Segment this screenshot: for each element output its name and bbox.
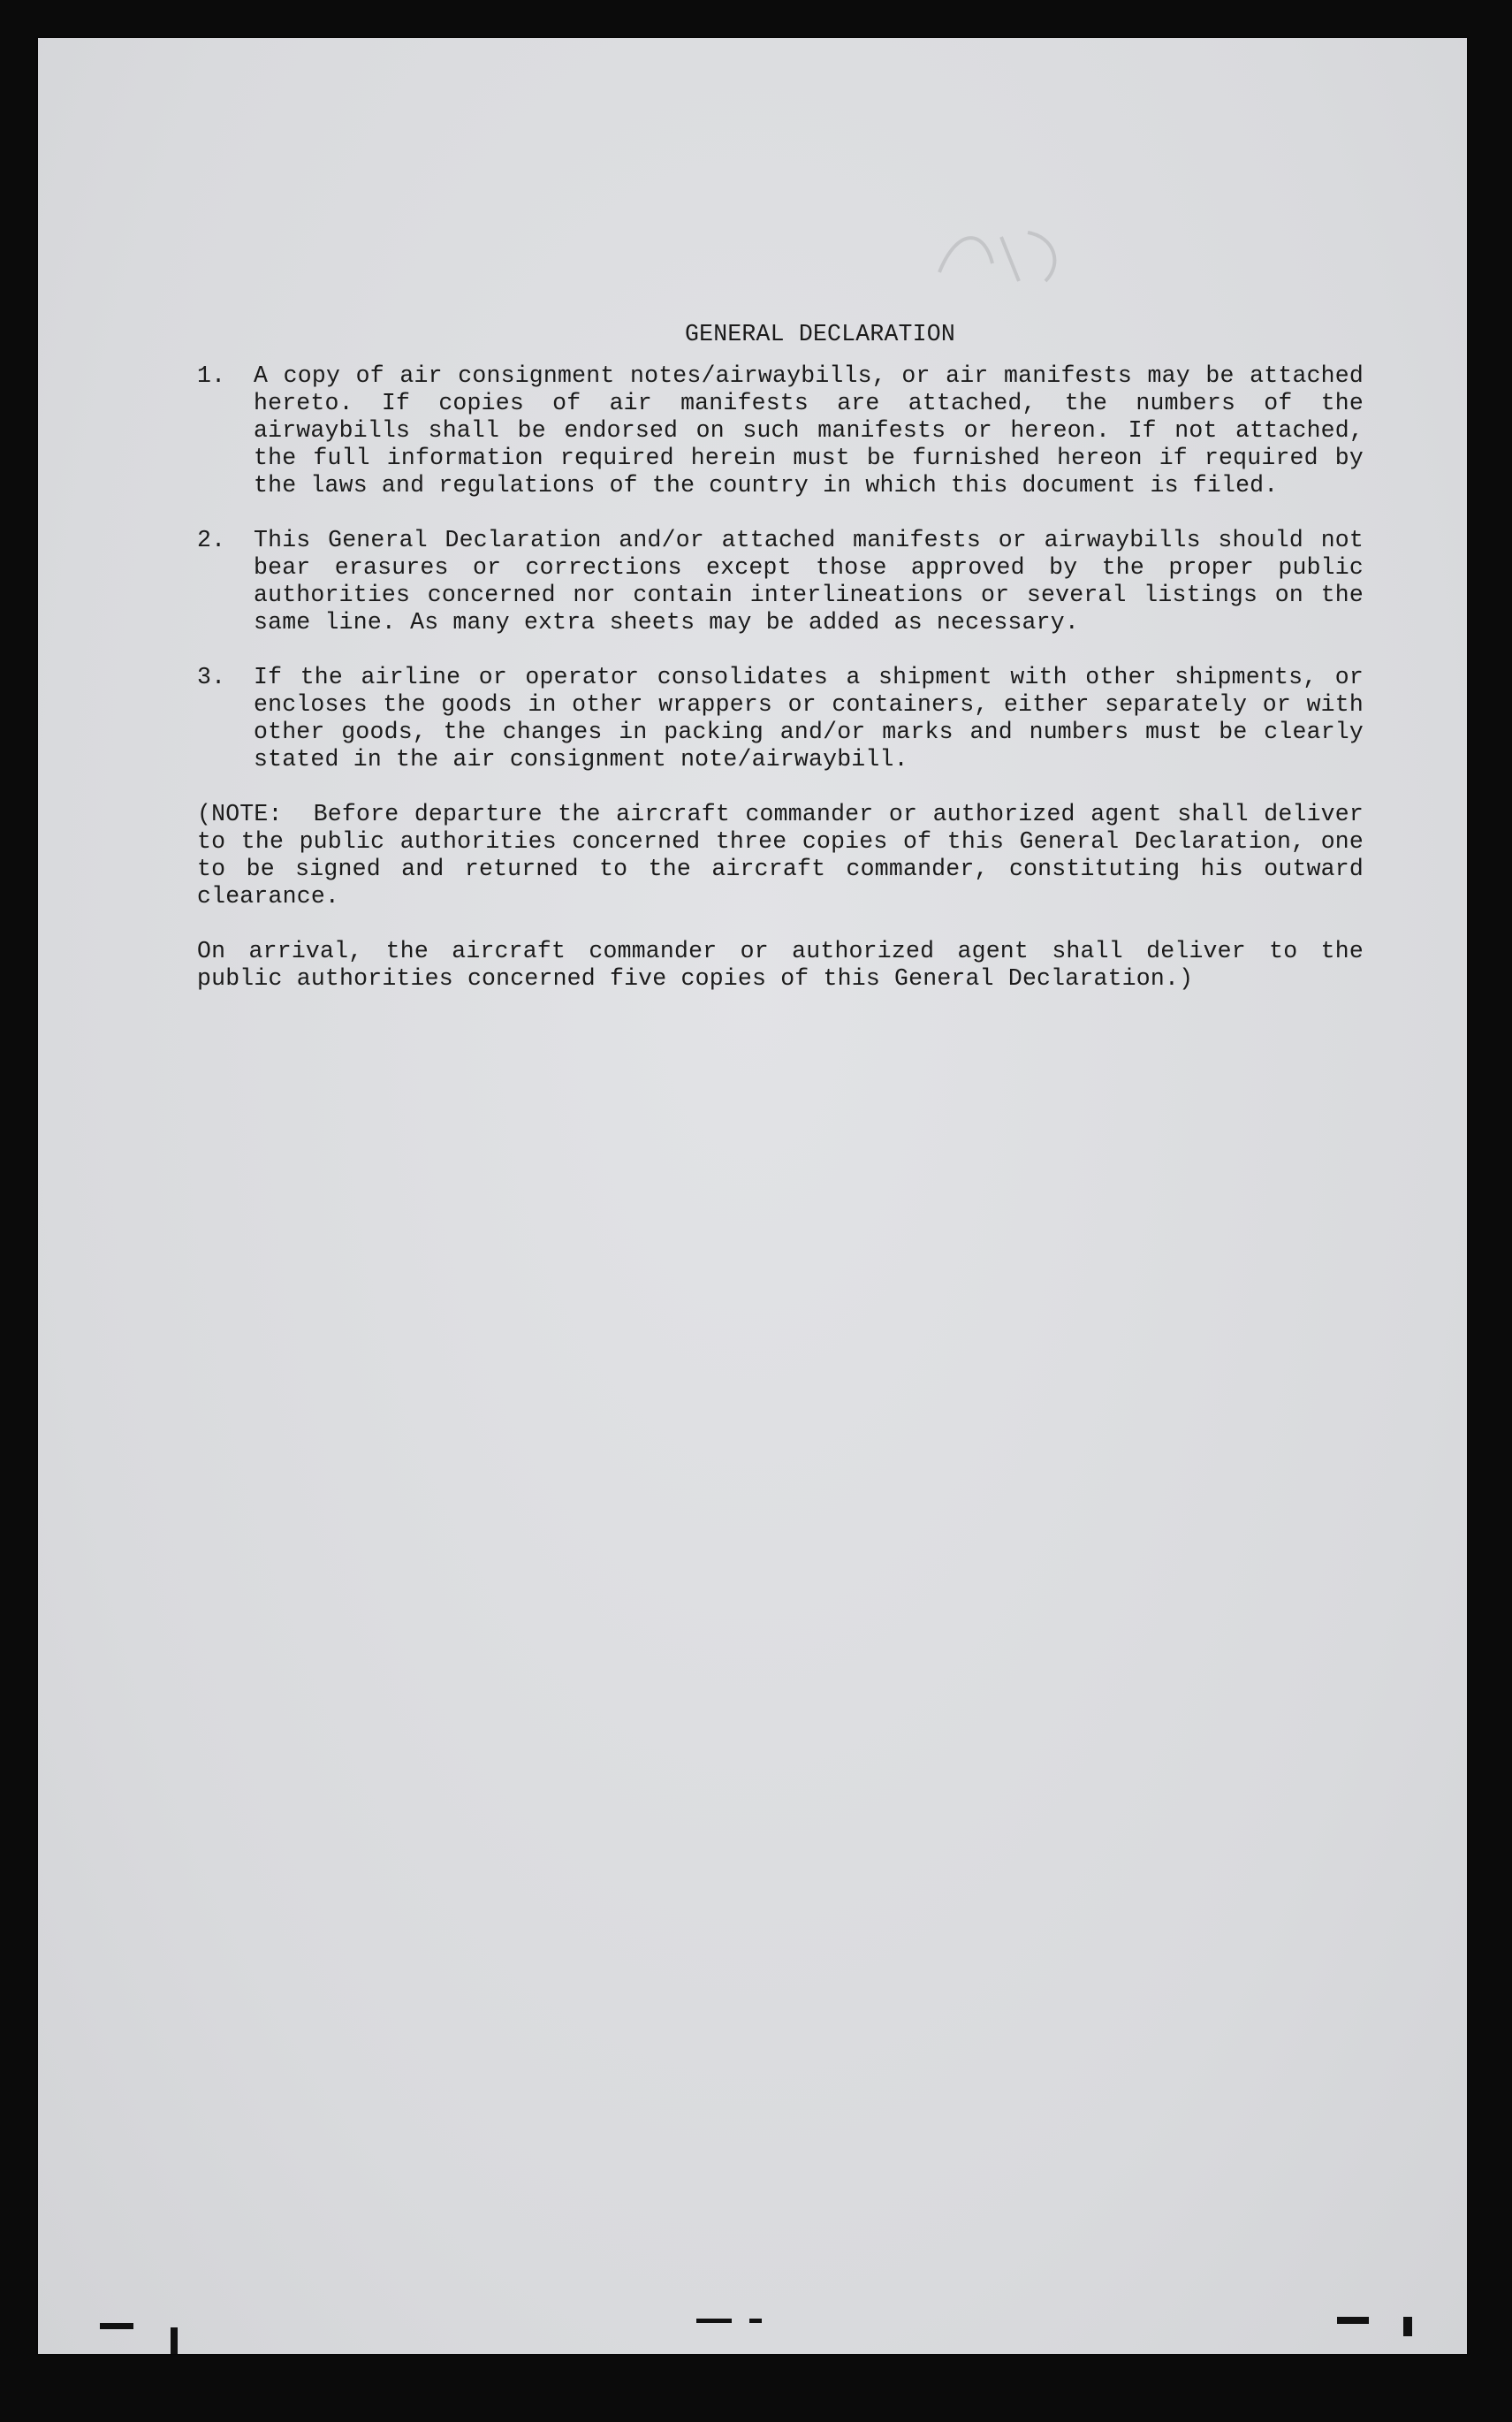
scan-artifact <box>696 2319 732 2323</box>
item-text: A copy of air consignment notes/airwaybills, or air manifests may be attached hereto. If copies of air manifests are attached, the numbers of the airwaybills shall be endorsed on such manifests or hereon. If not attached, the full information required herein must be furnished hereon if required by the laws and regulations of the country in which this document is filed. <box>254 362 1364 499</box>
note-prefix: (NOTE: <box>197 801 283 827</box>
item-text: If the airline or operator consolidates a shipment with other shipments, or encloses the goods in other wrappers or containers, either separately or with other goods, the changes in packing and/or marks and numbers must be clearly stated in the air consignment note/airwaybill. <box>254 664 1364 773</box>
note-text: Before departure the aircraft commander or authorized agent shall deliver to the public authorities concerned three copies of this General Declaration, one to be signed and returned to the aircraft commander, constituting his outward clearance. <box>197 801 1364 910</box>
list-item <box>197 664 1364 773</box>
item-number: 3. <box>197 664 226 690</box>
item-number: 2. <box>197 527 226 553</box>
document-page <box>38 38 1467 2354</box>
arrival-paragraph: On arrival, the aircraft commander or authorized agent shall deliver to the public authorities concerned five copies of this General Declaration.) <box>197 938 1364 992</box>
scan-artifact <box>749 2319 762 2323</box>
list-item <box>197 362 1364 499</box>
document-title: GENERAL DECLARATION <box>685 321 955 347</box>
item-number: 1. <box>197 362 226 389</box>
scan-artifact <box>171 2327 178 2354</box>
declaration-body <box>197 321 1364 993</box>
item-text: This General Declaration and/or attached manifests or airwaybills should not bear erasures or corrections except those approved by the proper public authorities concerned nor contain interlineations or several listings on the same line. As many extra sheets may be added as necessary. <box>254 527 1364 636</box>
scan-artifact <box>100 2323 133 2329</box>
scan-artifact <box>1337 2317 1369 2324</box>
list-item <box>197 527 1364 636</box>
faint-stamp-mark <box>922 210 1090 299</box>
scan-artifact <box>1403 2317 1412 2336</box>
note-paragraph <box>197 801 1364 910</box>
